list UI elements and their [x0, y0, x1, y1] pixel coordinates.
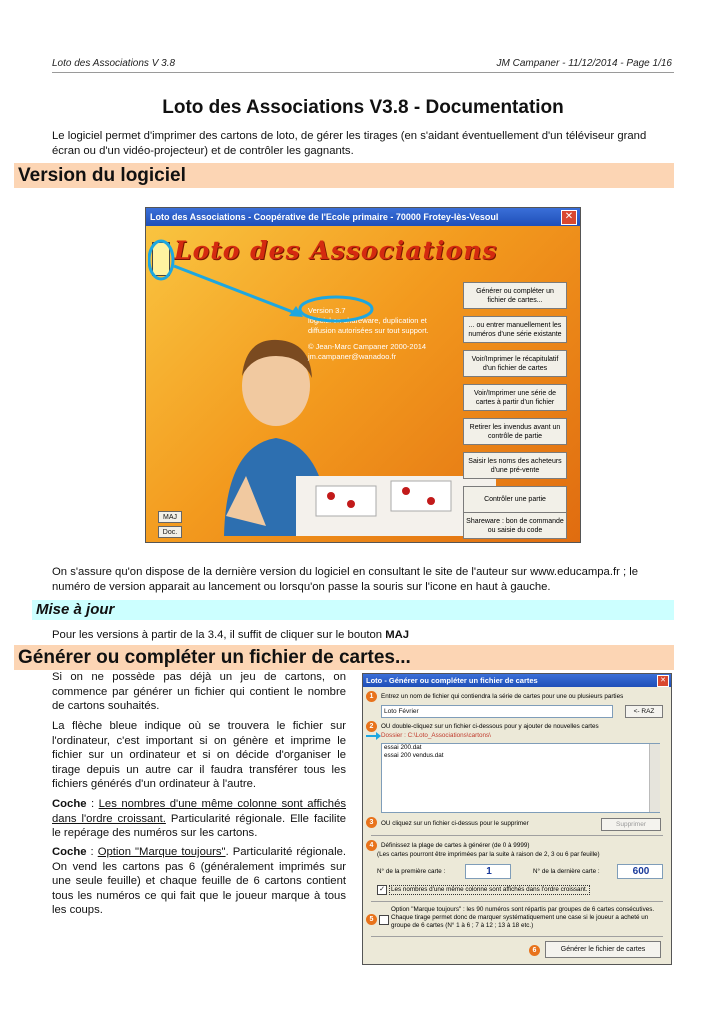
- file-list[interactable]: [381, 743, 660, 813]
- file-list-item[interactable]: essai 200 vendus.dat: [384, 752, 444, 759]
- buyer-names-button[interactable]: Saisir les noms des acheteurs d'une pré-vente: [463, 452, 567, 479]
- app-logo: Loto des Associations: [174, 236, 498, 265]
- close-icon[interactable]: ✕: [657, 675, 669, 687]
- window-titlebar: Loto des Associations - Coopérative de l'Ecole primaire - 70000 Frotey-lès-Vesoul: [146, 208, 580, 226]
- view-summary-button[interactable]: Voir/Imprimer le récapitulatif d'un fichier de cartes: [463, 350, 567, 377]
- step-2-badge: 2: [366, 721, 377, 732]
- version-line: logiciel en shareware, duplication et: [308, 316, 427, 325]
- file-list-item[interactable]: essai 200.dat: [384, 744, 422, 751]
- filename-input[interactable]: Loto Février: [381, 705, 613, 718]
- coche-label: Coche: [52, 798, 87, 810]
- remove-unsold-button[interactable]: Retirer les invendus avant un contrôle de partie: [463, 418, 567, 445]
- generate-dialog-screenshot: [362, 673, 672, 965]
- generate-file-button[interactable]: Générer le fichier de cartes: [545, 941, 661, 958]
- version-line: Version 3.7: [308, 306, 346, 315]
- first-card-input[interactable]: 1: [465, 864, 511, 879]
- coche-label: Coche: [52, 846, 87, 858]
- section-heading-version: Version du logiciel: [14, 163, 674, 188]
- step-4-badge: 4: [366, 840, 377, 851]
- subsection-heading-update: Mise à jour: [32, 600, 674, 620]
- version-line: diffusion autorisées sur tout support.: [308, 326, 429, 335]
- header-right: JM Campaner - 11/12/2014 - Page 1/16: [496, 58, 672, 69]
- sorted-checkbox-label: Les nombres d'une même colonne sont affichés dans l'ordre croissant.: [391, 886, 588, 893]
- divider: [371, 901, 663, 902]
- generate-paragraph-4: [52, 845, 346, 918]
- last-card-label: N° de la dernière carte :: [533, 868, 600, 875]
- step-3-badge: 3: [366, 817, 377, 828]
- divider: [371, 936, 663, 937]
- section-heading-generate: Générer ou compléter un fichier de cartes...: [14, 645, 674, 670]
- step-2-text: OU double-cliquez sur un fichier ci-dessous pour y ajouter de nouvelles cartes: [381, 723, 599, 730]
- update-bold: MAJ: [385, 629, 410, 641]
- coche-description: . Particularité régionale. On vend les cartons pas 6 (généralement imprimés sur une seule feuille) et chaque feuille de 6 cartons contient tous les numéros ce qui fait que le joueur marque à tous les coups.: [52, 846, 347, 916]
- version-highlight-circle: [296, 294, 376, 324]
- delete-button[interactable]: Supprimer: [601, 818, 661, 831]
- version-line: jm.campaner@wanadoo.fr: [308, 352, 397, 361]
- version-line: © Jean-Marc Campaner 2000-2014: [308, 342, 427, 351]
- step-1-text: Entrez un nom de fichier qui contiendra la série de cartes pour une ou plusieurs parties: [381, 693, 624, 700]
- page-title: Loto des Associations V3.8 - Documentation: [162, 97, 564, 118]
- maj-button[interactable]: MAJ: [158, 511, 182, 523]
- first-card-label: N° de la première carte :: [377, 868, 446, 875]
- app-main-window-screenshot: [145, 207, 581, 543]
- sorted-checkbox[interactable]: ✓: [377, 885, 387, 895]
- step-1-badge: 1: [366, 691, 377, 702]
- generate-paragraph-2: La flèche bleue indique où se trouvera le fichier sur l'ordinateur, c'est important si on génère et imprime le fichier sur un ordinateur et si on décide d'organiser le tirage depuis un autre car il faudra transférer tous les fichiers générés d'un ordinateur à l'autre.: [52, 720, 346, 790]
- shareware-button[interactable]: Shareware : bon de commande ou saisie du code: [463, 512, 567, 539]
- marque-toujours-checkbox[interactable]: [379, 915, 389, 925]
- coche-sep: :: [86, 846, 98, 858]
- update-text: Pour les versions à partir de la 3.4, il suffit de cliquer sur le bouton: [52, 629, 386, 641]
- step-4-text: Définissez la plage de cartes à générer (de 0 à 9999): [381, 842, 530, 849]
- close-icon[interactable]: ✕: [561, 210, 577, 225]
- marque-toujours-option: Option "Marque toujours": [97, 846, 226, 858]
- coche-description: Particularité régionale. Elle facilite le repérage des numéros sur les cartons.: [52, 812, 346, 839]
- generate-cards-button[interactable]: Générer ou compléter un fichier de cartes...: [463, 282, 567, 309]
- file-list-scrollbar[interactable]: [649, 744, 660, 812]
- doc-button[interactable]: Doc.: [158, 526, 182, 538]
- folder-path: Dossier : C:\Loto_Associations\cartons\: [381, 732, 491, 739]
- control-game-button[interactable]: Contrôler une partie: [463, 486, 567, 513]
- raz-button[interactable]: <- RAZ: [625, 705, 663, 718]
- step-4-subtext: (Les cartes pourront être imprimées par la suite à raison de 2, 3 ou 6 par feuille): [377, 851, 600, 858]
- step-5-text: Option "Marque toujours" : les 90 numéros sont répartis par groupes de 6 cartes consécutives. Chaque tirage permet donc de marquer systématiquement une case si le joueur a acheté un groupe de 6 cartes (N° 1 à 6 ; 7 à 12 ; 13 à 18 etc.): [391, 906, 655, 929]
- step-3-text: OU cliquez sur un fichier ci-dessus pour le supprimer: [381, 820, 529, 827]
- version-paragraph: On s'assure qu'on dispose de la dernière version du logiciel en consultant le site de l'auteur sur www.educampa.fr ; le numéro de version apparait au lancement ou lorsqu'on passe la souris sur l'icone en haut à gauche.: [52, 566, 639, 593]
- last-card-input[interactable]: 600: [617, 864, 663, 879]
- step-5-badge: 5: [366, 914, 377, 925]
- divider: [371, 835, 663, 836]
- header-rule: [52, 72, 674, 73]
- update-paragraph: [52, 628, 674, 643]
- header-left: Loto des Associations V 3.8: [52, 58, 176, 69]
- view-series-button[interactable]: Voir/Imprimer une série de cartes à partir d'un fichier: [463, 384, 567, 411]
- app-splash: [146, 226, 580, 542]
- blue-arrow-icon: [366, 731, 382, 741]
- generate-paragraph-1: Si on ne possède pas déjà un jeu de cartons, on commence par générer un fichier qui contient le nombre de cartons souhaités.: [52, 671, 346, 712]
- coche-sep: :: [86, 798, 99, 810]
- step-6-badge: 6: [529, 945, 540, 956]
- dialog-titlebar: Loto - Générer ou compléter un fichier de cartes: [363, 674, 671, 687]
- manual-entry-button[interactable]: ... ou entrer manuellement les numéros d'une série existante: [463, 316, 567, 343]
- generate-paragraph-3: [52, 797, 346, 841]
- intro-paragraph: Le logiciel permet d'imprimer des cartons de loto, de gérer les tirages (en s'aidant éventuellement d'un téléviseur grand écran ou d'un vidéo-projecteur) et de contrôler les gagnants.: [52, 130, 647, 157]
- sorted-columns-option: Les nombres d'une même colonne sont affichés dans l'ordre croissant.: [52, 798, 347, 825]
